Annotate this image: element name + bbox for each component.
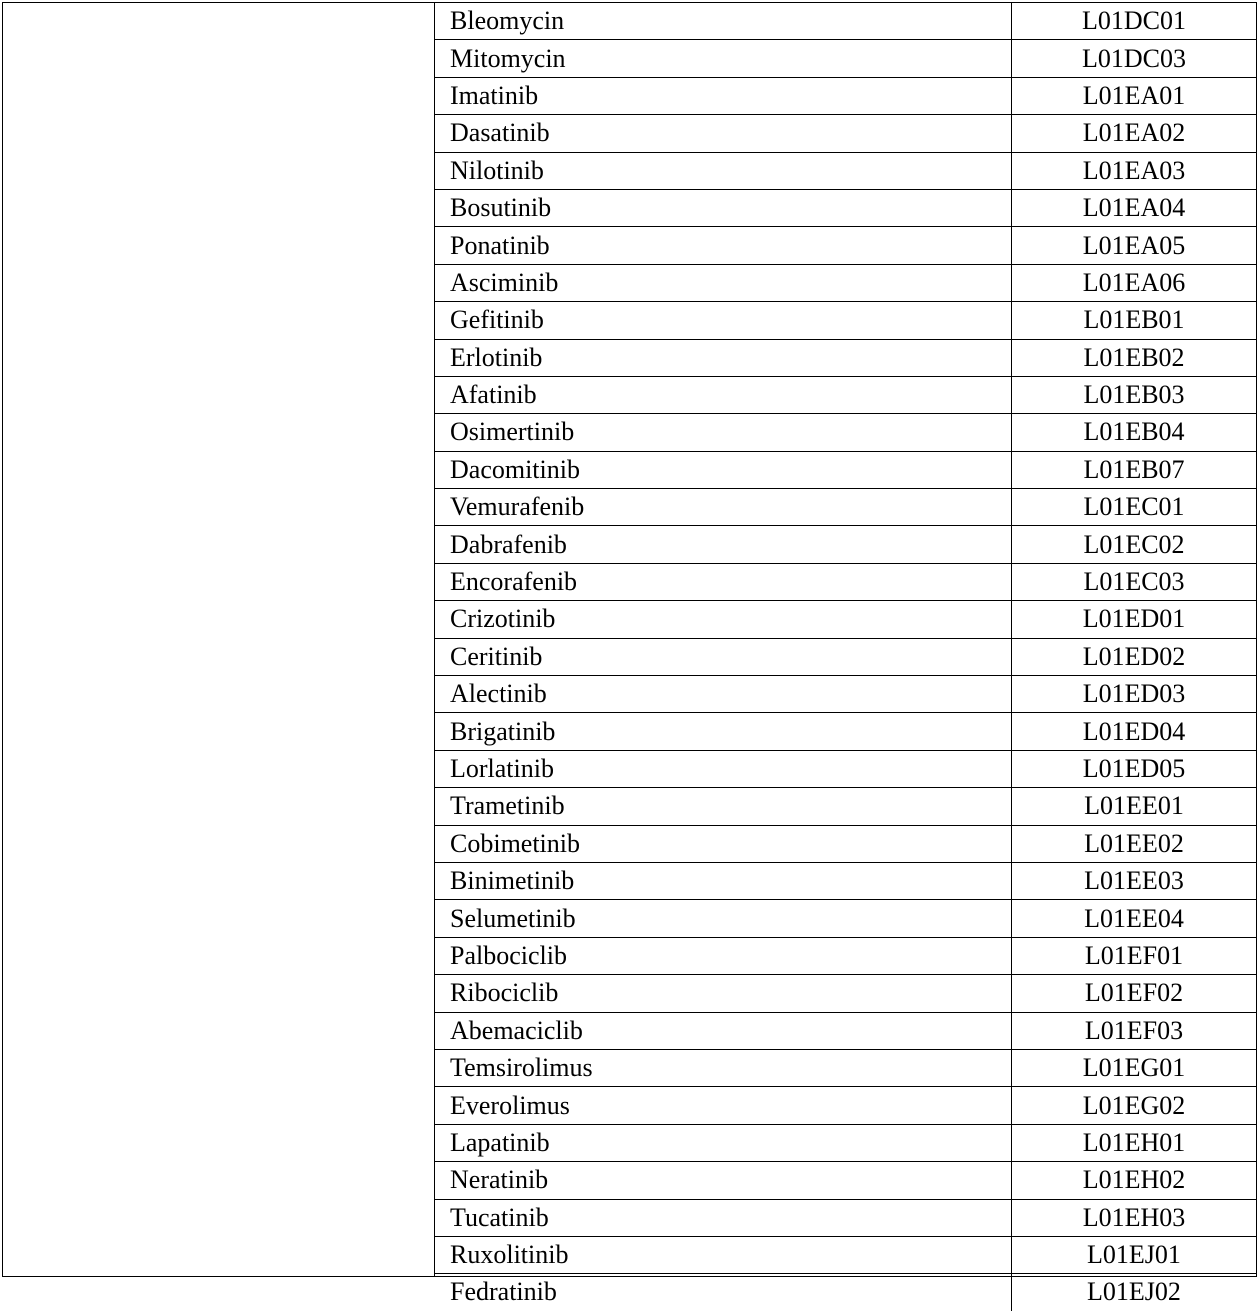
- atc-code-cell: L01EH02: [1012, 1162, 1257, 1199]
- drug-name-cell: Ponatinib: [435, 227, 1012, 264]
- atc-code-cell: L01EB01: [1012, 302, 1257, 339]
- drug-table-body: [435, 3, 1256, 1311]
- atc-code-cell: L01EC01: [1012, 489, 1257, 526]
- table-row: [435, 676, 1256, 713]
- atc-code-cell: L01EF01: [1012, 937, 1257, 974]
- table-row: [435, 302, 1256, 339]
- drug-name-cell: Abemaciclib: [435, 1012, 1012, 1049]
- atc-code-cell: L01DC01: [1012, 3, 1257, 40]
- atc-code-cell: L01EB04: [1012, 414, 1257, 451]
- table-row: [435, 1012, 1256, 1049]
- drug-name-cell: Everolimus: [435, 1087, 1012, 1124]
- atc-code-cell: L01EA04: [1012, 189, 1257, 226]
- table-row: [435, 489, 1256, 526]
- table-row: [435, 3, 1256, 40]
- atc-code-cell: L01EG02: [1012, 1087, 1257, 1124]
- atc-code-cell: L01EA03: [1012, 152, 1257, 189]
- atc-code-cell: L01EH03: [1012, 1199, 1257, 1236]
- drug-name-cell: Lorlatinib: [435, 750, 1012, 787]
- atc-code-cell: L01EH01: [1012, 1124, 1257, 1161]
- drug-name-cell: Bleomycin: [435, 3, 1012, 40]
- atc-code-cell: L01EA05: [1012, 227, 1257, 264]
- table-frame: [2, 2, 1257, 1307]
- table-row: [435, 563, 1256, 600]
- table-row: [435, 1049, 1256, 1086]
- atc-code-cell: L01ED04: [1012, 713, 1257, 750]
- drug-name-cell: Lapatinib: [435, 1124, 1012, 1161]
- drug-name-cell: Trametinib: [435, 788, 1012, 825]
- drug-name-cell: Fedratinib: [435, 1274, 1012, 1311]
- table-row: [435, 825, 1256, 862]
- table-row: [435, 40, 1256, 77]
- atc-code-cell: L01EB03: [1012, 376, 1257, 413]
- table-row: [435, 862, 1256, 899]
- drug-name-cell: Dacomitinib: [435, 451, 1012, 488]
- table-row: [435, 152, 1256, 189]
- table-row: [435, 638, 1256, 675]
- drug-name-cell: Ribociclib: [435, 975, 1012, 1012]
- atc-code-cell: L01DC03: [1012, 40, 1257, 77]
- table-row: [435, 713, 1256, 750]
- atc-code-cell: L01EG01: [1012, 1049, 1257, 1086]
- atc-code-cell: L01EA06: [1012, 264, 1257, 301]
- drug-name-cell: Bosutinib: [435, 189, 1012, 226]
- atc-code-cell: L01EE02: [1012, 825, 1257, 862]
- table-row: [435, 1087, 1256, 1124]
- drug-name-cell: Gefitinib: [435, 302, 1012, 339]
- drug-name-cell: Palbociclib: [435, 937, 1012, 974]
- atc-code-cell: L01ED05: [1012, 750, 1257, 787]
- drug-name-cell: Nilotinib: [435, 152, 1012, 189]
- table-row: [435, 750, 1256, 787]
- table-row: [435, 1162, 1256, 1199]
- table-row: [435, 227, 1256, 264]
- table-row: [435, 975, 1256, 1012]
- drug-name-cell: Ruxolitinib: [435, 1236, 1012, 1273]
- drug-name-cell: Selumetinib: [435, 900, 1012, 937]
- table-row: [435, 1236, 1256, 1273]
- drug-name-cell: Tucatinib: [435, 1199, 1012, 1236]
- drug-table-area: [435, 3, 1256, 1307]
- drug-name-cell: Dabrafenib: [435, 526, 1012, 563]
- atc-code-cell: L01EF02: [1012, 975, 1257, 1012]
- table-row: [435, 937, 1256, 974]
- drug-name-cell: Erlotinib: [435, 339, 1012, 376]
- table-row: [435, 451, 1256, 488]
- table-row: [435, 526, 1256, 563]
- table-row: [435, 339, 1256, 376]
- drug-name-cell: Afatinib: [435, 376, 1012, 413]
- drug-name-cell: Mitomycin: [435, 40, 1012, 77]
- table-row: [435, 414, 1256, 451]
- drug-name-cell: Brigatinib: [435, 713, 1012, 750]
- atc-code-cell: L01ED02: [1012, 638, 1257, 675]
- atc-code-cell: L01EC03: [1012, 563, 1257, 600]
- table-row: [435, 189, 1256, 226]
- drug-name-cell: Crizotinib: [435, 601, 1012, 638]
- table-row: [435, 1124, 1256, 1161]
- atc-code-cell: L01EF03: [1012, 1012, 1257, 1049]
- atc-code-cell: L01ED01: [1012, 601, 1257, 638]
- table-row: [435, 601, 1256, 638]
- drug-name-cell: Temsirolimus: [435, 1049, 1012, 1086]
- atc-code-cell: L01EE03: [1012, 862, 1257, 899]
- drug-name-cell: Binimetinib: [435, 862, 1012, 899]
- table-row: [435, 77, 1256, 114]
- drug-name-cell: Neratinib: [435, 1162, 1012, 1199]
- table-row: [435, 900, 1256, 937]
- drug-name-cell: Alectinib: [435, 676, 1012, 713]
- drug-name-cell: Asciminib: [435, 264, 1012, 301]
- atc-code-cell: L01EJ01: [1012, 1236, 1257, 1273]
- atc-code-cell: L01EC02: [1012, 526, 1257, 563]
- table-row: [435, 115, 1256, 152]
- table-row: [435, 376, 1256, 413]
- atc-code-cell: L01EA02: [1012, 115, 1257, 152]
- drug-code-table: [435, 3, 1256, 1311]
- table-row: [435, 1199, 1256, 1236]
- drug-name-cell: Dasatinib: [435, 115, 1012, 152]
- atc-code-cell: L01EB02: [1012, 339, 1257, 376]
- drug-name-cell: Ceritinib: [435, 638, 1012, 675]
- drug-name-cell: Encorafenib: [435, 563, 1012, 600]
- table-row: [435, 1274, 1256, 1311]
- atc-code-cell: L01EB07: [1012, 451, 1257, 488]
- atc-code-cell: L01EE04: [1012, 900, 1257, 937]
- atc-code-cell: L01ED03: [1012, 676, 1257, 713]
- drug-name-cell: Osimertinib: [435, 414, 1012, 451]
- table-row: [435, 264, 1256, 301]
- drug-name-cell: Imatinib: [435, 77, 1012, 114]
- group-label-cell: [3, 3, 435, 1276]
- atc-code-cell: L01EJ02: [1012, 1274, 1257, 1311]
- table-row: [435, 788, 1256, 825]
- atc-code-cell: L01EE01: [1012, 788, 1257, 825]
- drug-name-cell: Vemurafenib: [435, 489, 1012, 526]
- atc-code-cell: L01EA01: [1012, 77, 1257, 114]
- drug-name-cell: Cobimetinib: [435, 825, 1012, 862]
